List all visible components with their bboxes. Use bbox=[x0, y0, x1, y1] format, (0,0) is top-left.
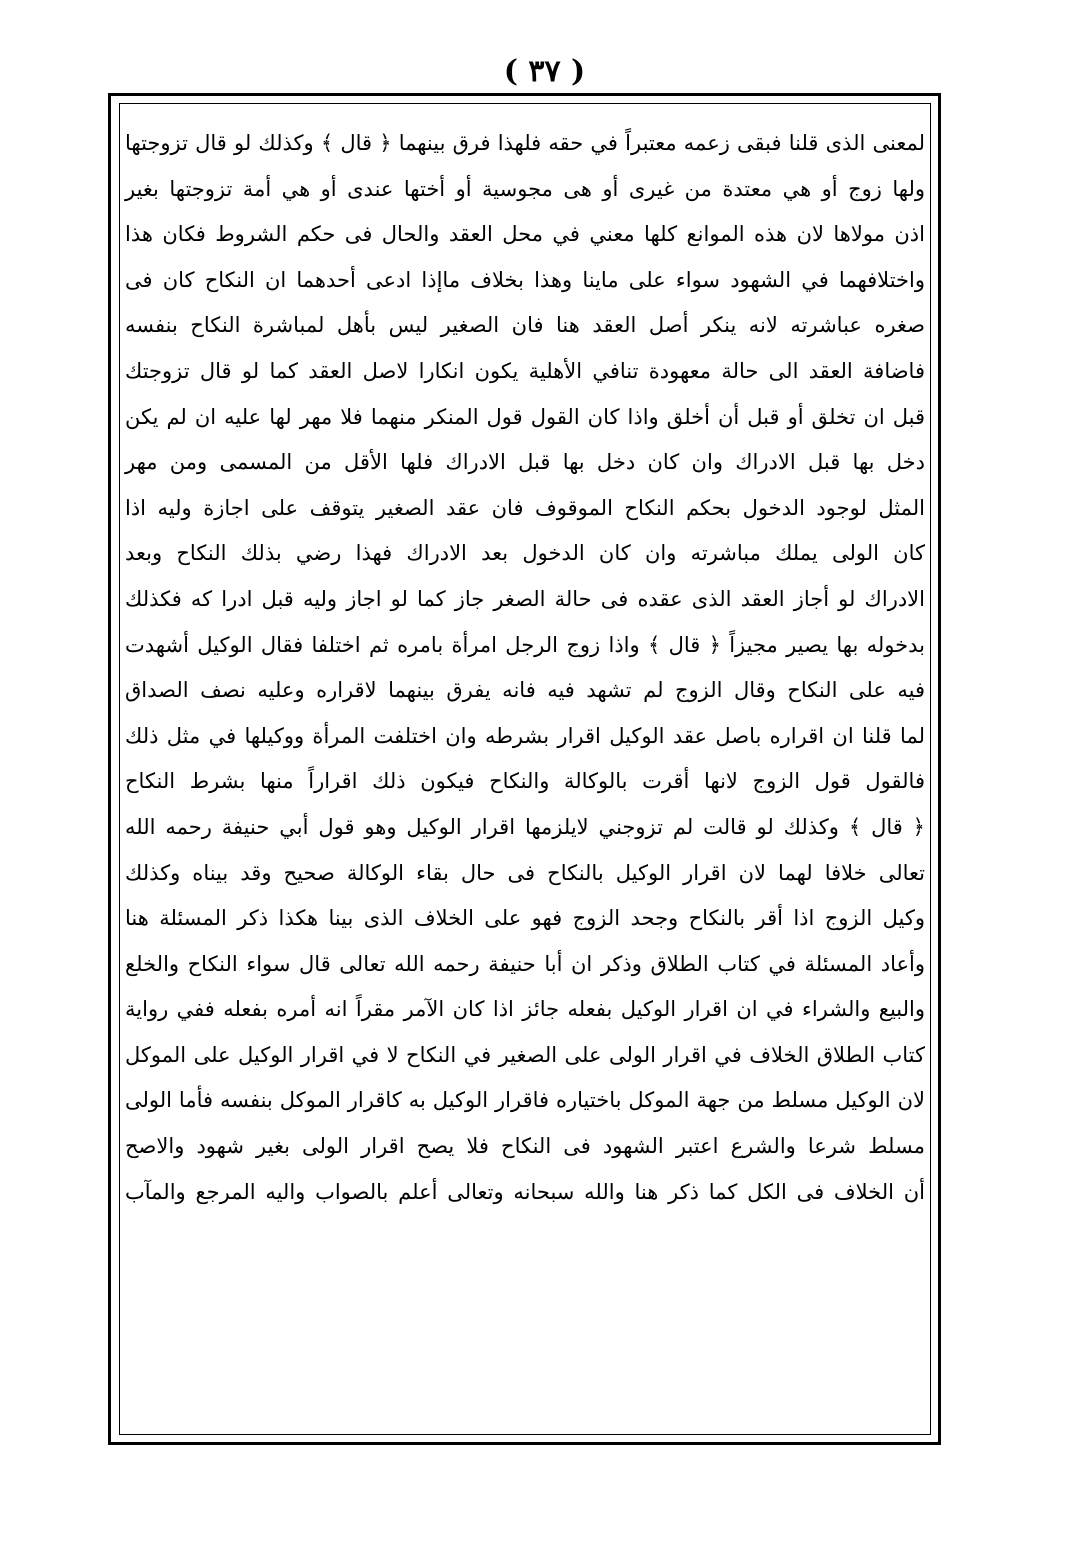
text-line: والبيع والشراء في ان اقرار الوكيل بفعله جائز اذا كان الآمر مقراً انه أمره بفعله ففي رواية bbox=[125, 997, 925, 1022]
text-line: لما قلنا ان اقراره باصل عقد الوكيل اقرار بشرطه وان اختلفت المرأة ووكيلها في مثل ذلك bbox=[125, 723, 925, 748]
text-line: لان الوكيل مسلط من جهة الموكل باختياره فاقرار الوكيل به كاقرار الموكل بنفسه فأما الولى bbox=[125, 1088, 925, 1113]
text-line: قبل ان تخلق أو قبل أن أخلق واذا كان القول قول المنكر منهما فلا مهر لها عليه ان لم يكن bbox=[125, 404, 925, 429]
text-line: تعالى خلافا لهما لان اقرار الوكيل بالنكاح فى حال بقاء الوكالة صحيح وقد بيناه وكذلك bbox=[125, 860, 925, 885]
text-line: ولها زوج أو هي معتدة من غيرى أو هى مجوسية أو أختها عندى أو هي أمة تزوجتها بغير bbox=[125, 176, 925, 201]
text-line: اذن مولاها لان هذه الموانع كلها معني في محل العقد والحال فى حكم الشروط فكان هذا bbox=[125, 222, 925, 247]
text-line: صغره عباشرته لانه ينكر أصل العقد هنا فان الصغير ليس بأهل لمباشرة النكاح بنفسه bbox=[125, 313, 925, 338]
text-line: لمعنى الذى قلنا فبقى زعمه معتبراً في حقه فلهذا فرق بينهما ﴿ قال ﴾ وكذلك لو قال تزوجتها bbox=[125, 131, 925, 155]
text-line: كتاب الطلاق الخلاف في اقرار الولى على الصغير في النكاح لا في اقرار الوكيل على الموكل bbox=[125, 1042, 925, 1067]
text-line: أن الخلاف فى الكل كما ذكر هنا والله سبحانه وتعالى أعلم بالصواب واليه المرجع والمآب bbox=[125, 1179, 925, 1204]
text-line: فيه على النكاح وقال الزوج لم تشهد فيه فانه يفرق بينهما لاقراره وعليه نصف الصداق bbox=[125, 678, 925, 703]
text-line: كان الولى يملك مباشرته وان كان الدخول بعد الادراك فهذا رضي بذلك النكاح وبعد bbox=[125, 541, 925, 566]
text-line: مسلط شرعا والشرع اعتبر الشهود فى النكاح فلا يصح اقرار الولى بغير شهود والاصح bbox=[125, 1134, 925, 1159]
page-number: ( ٣٧ ) bbox=[503, 54, 586, 89]
text-line: المثل لوجود الدخول بحكم النكاح الموقوف فان عقد الصغير يتوقف على اجازة وليه اذا bbox=[125, 495, 925, 520]
text-line: فالقول قول الزوج لانها أقرت بالوكالة والنكاح فيكون ذلك اقراراً منها بشرط النكاح bbox=[125, 769, 925, 794]
text-line: وكيل الزوج اذا أقر بالنكاح وجحد الزوج فهو على الخلاف الذى بينا هكذا ذكر المسئلة هنا bbox=[125, 906, 925, 931]
text-line: بدخوله بها يصير مجيزاً ﴿ قال ﴾ واذا زوج الرجل امرأة بامره ثم اختلفا فقال الوكيل أشهدت bbox=[125, 632, 925, 657]
text-line: فاضافة العقد الى حالة معهودة تنافي الأهلية يكون انكارا لاصل العقد كما لو قال تزوجتك bbox=[125, 358, 925, 383]
text-line: الادراك لو أجاز العقد الذى عقده فى حالة الصغر جاز كما لو اجاز وليه قبل ادرا كه فكذلك bbox=[125, 586, 925, 611]
text-line: وأعاد المسئلة في كتاب الطلاق وذكر ان أبا حنيفة رحمه الله تعالى قال سواء النكاح والخلع bbox=[125, 951, 925, 976]
text-line: دخل بها قبل الادراك وان كان دخل بها قبل الادراك فلها الأقل من المسمى ومن مهر bbox=[125, 450, 925, 475]
body-text bbox=[121, 121, 929, 1215]
text-line: ﴿ قال ﴾ وكذلك لو قالت لم تزوجني لايلزمها اقرار الوكيل وهو قول أبي حنيفة رحمه الله bbox=[125, 814, 925, 839]
text-line: واختلافهما في الشهود سواء على ماينا وهذا بخلاف ماإذا ادعى أحدهما ان النكاح كان فى bbox=[125, 267, 925, 292]
